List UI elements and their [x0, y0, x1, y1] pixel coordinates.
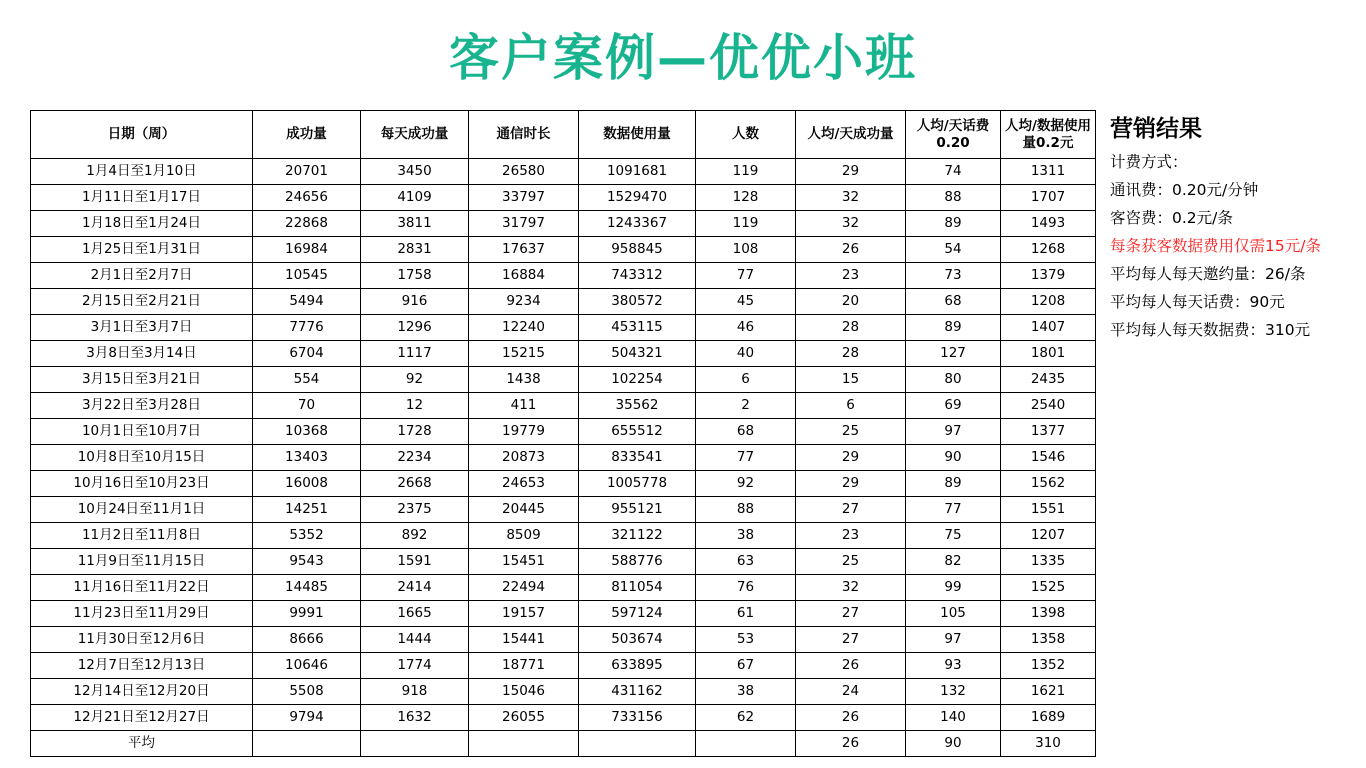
table-cell: 82 [906, 549, 1001, 575]
table-cell: 6 [696, 367, 796, 393]
table-header-row [31, 111, 1096, 159]
table-cell: 89 [906, 211, 1001, 237]
table-cell: 22494 [469, 575, 579, 601]
table-cell: 10368 [253, 419, 361, 445]
table-cell: 15441 [469, 627, 579, 653]
row-label: 3月1日至3月7日 [31, 315, 253, 341]
table-cell: 2234 [361, 445, 469, 471]
table-cell: 1438 [469, 367, 579, 393]
table-cell: 5508 [253, 679, 361, 705]
table-cell: 7776 [253, 315, 361, 341]
table-cell: 119 [696, 159, 796, 185]
table-row [31, 289, 1096, 315]
table-row [31, 211, 1096, 237]
table-cell: 26 [796, 705, 906, 731]
table-cell: 431162 [579, 679, 696, 705]
table-row [31, 445, 1096, 471]
table-cell: 32 [796, 575, 906, 601]
table-cell: 6 [796, 393, 906, 419]
table-cell: 9794 [253, 705, 361, 731]
column-header-8: 人均/数据使用量0.2元 [1001, 111, 1096, 159]
table-cell: 2831 [361, 237, 469, 263]
table-cell: 8509 [469, 523, 579, 549]
table-cell: 90 [906, 445, 1001, 471]
table-cell: 28 [796, 341, 906, 367]
row-label: 10月16日至10月23日 [31, 471, 253, 497]
results-heading: 营销结果 [1110, 116, 1202, 142]
results-line: 每条获客数据费用仅需15元/条 [1110, 237, 1321, 255]
table-cell: 132 [906, 679, 1001, 705]
table-cell: 31797 [469, 211, 579, 237]
table-cell: 93 [906, 653, 1001, 679]
table-cell: 76 [696, 575, 796, 601]
table-cell: 633895 [579, 653, 696, 679]
table-row [31, 731, 1096, 757]
table-cell: 77 [696, 263, 796, 289]
table-cell: 5494 [253, 289, 361, 315]
table-cell: 916 [361, 289, 469, 315]
table-cell: 655512 [579, 419, 696, 445]
table-cell: 68 [696, 419, 796, 445]
table-cell: 24653 [469, 471, 579, 497]
results-line: 平均每人每天话费：90元 [1110, 293, 1285, 311]
table-cell: 3811 [361, 211, 469, 237]
row-label: 11月23日至11月29日 [31, 601, 253, 627]
table-cell: 29 [796, 471, 906, 497]
table-cell: 1091681 [579, 159, 696, 185]
row-label: 1月11日至1月17日 [31, 185, 253, 211]
table-cell: 32 [796, 185, 906, 211]
table-cell: 89 [906, 471, 1001, 497]
table-cell: 1005778 [579, 471, 696, 497]
row-label: 12月21日至12月27日 [31, 705, 253, 731]
table-cell: 35562 [579, 393, 696, 419]
results-line: 平均每人每天数据费：310元 [1110, 321, 1311, 339]
table-cell: 68 [906, 289, 1001, 315]
table-cell: 74 [906, 159, 1001, 185]
table-cell: 10646 [253, 653, 361, 679]
table-cell: 811054 [579, 575, 696, 601]
column-header-7: 人均/天话费0.20 [906, 111, 1001, 159]
table-cell: 1774 [361, 653, 469, 679]
table-cell: 108 [696, 237, 796, 263]
table-cell [469, 731, 579, 757]
table-cell: 1525 [1001, 575, 1096, 601]
table-row [31, 419, 1096, 445]
table-row [31, 263, 1096, 289]
table-cell: 16884 [469, 263, 579, 289]
table-row [31, 523, 1096, 549]
table-cell: 19157 [469, 601, 579, 627]
table-cell: 1665 [361, 601, 469, 627]
table-row [31, 159, 1096, 185]
table-cell: 1689 [1001, 705, 1096, 731]
table-cell: 2 [696, 393, 796, 419]
table-cell: 10545 [253, 263, 361, 289]
column-header-1: 成功量 [253, 111, 361, 159]
table-cell: 33797 [469, 185, 579, 211]
table-cell: 4109 [361, 185, 469, 211]
table-cell: 102254 [579, 367, 696, 393]
table-row [31, 497, 1096, 523]
table-row [31, 185, 1096, 211]
table-row [31, 705, 1096, 731]
table-cell: 16984 [253, 237, 361, 263]
table-cell: 1551 [1001, 497, 1096, 523]
table-cell: 1352 [1001, 653, 1096, 679]
table-cell: 23 [796, 523, 906, 549]
table-cell: 1493 [1001, 211, 1096, 237]
table-cell: 140 [906, 705, 1001, 731]
table-cell: 2540 [1001, 393, 1096, 419]
table-cell: 20445 [469, 497, 579, 523]
results-lines [1110, 151, 1360, 341]
table-cell: 90 [906, 731, 1001, 757]
table-cell: 26 [796, 653, 906, 679]
row-label: 2月1日至2月7日 [31, 263, 253, 289]
table-cell: 25 [796, 419, 906, 445]
table-cell: 80 [906, 367, 1001, 393]
table-cell: 1335 [1001, 549, 1096, 575]
table-row [31, 315, 1096, 341]
table-cell: 24 [796, 679, 906, 705]
row-label: 10月1日至10月7日 [31, 419, 253, 445]
results-line: 通讯费：0.20元/分钟 [1110, 181, 1259, 199]
table-cell: 40 [696, 341, 796, 367]
row-label: 3月22日至3月28日 [31, 393, 253, 419]
row-label: 1月4日至1月10日 [31, 159, 253, 185]
table-cell: 24656 [253, 185, 361, 211]
table-cell: 1728 [361, 419, 469, 445]
table-row [31, 627, 1096, 653]
table-cell: 67 [696, 653, 796, 679]
table-cell: 1207 [1001, 523, 1096, 549]
table-cell: 2668 [361, 471, 469, 497]
table-cell: 1444 [361, 627, 469, 653]
table-cell: 69 [906, 393, 1001, 419]
table-cell: 1529470 [579, 185, 696, 211]
table-cell: 25 [796, 549, 906, 575]
table-cell: 380572 [579, 289, 696, 315]
table-cell: 15 [796, 367, 906, 393]
table-cell: 15046 [469, 679, 579, 705]
table-cell: 127 [906, 341, 1001, 367]
table-cell: 833541 [579, 445, 696, 471]
row-label: 12月7日至12月13日 [31, 653, 253, 679]
row-label: 11月2日至11月8日 [31, 523, 253, 549]
table-cell [579, 731, 696, 757]
table-cell: 20701 [253, 159, 361, 185]
column-header-4: 数据使用量 [579, 111, 696, 159]
page-title: 客户案例—优优小班 [449, 29, 917, 87]
table-row [31, 679, 1096, 705]
table-cell: 955121 [579, 497, 696, 523]
table-row [31, 237, 1096, 263]
table-cell: 16008 [253, 471, 361, 497]
table-cell: 1621 [1001, 679, 1096, 705]
table-row [31, 367, 1096, 393]
table-cell: 1358 [1001, 627, 1096, 653]
table-row [31, 601, 1096, 627]
table-cell: 62 [696, 705, 796, 731]
results-line: 平均每人每天邀约量：26/条 [1110, 265, 1306, 283]
table-cell: 89 [906, 315, 1001, 341]
table-cell: 105 [906, 601, 1001, 627]
table-cell: 892 [361, 523, 469, 549]
table-cell: 2414 [361, 575, 469, 601]
results-line: 客咨费：0.2元/条 [1110, 209, 1233, 227]
row-label: 1月25日至1月31日 [31, 237, 253, 263]
table-cell: 38 [696, 523, 796, 549]
table-cell: 554 [253, 367, 361, 393]
table-cell: 453115 [579, 315, 696, 341]
row-label: 2月15日至2月21日 [31, 289, 253, 315]
column-header-5: 人数 [696, 111, 796, 159]
table-cell: 411 [469, 393, 579, 419]
row-label: 11月16日至11月22日 [31, 575, 253, 601]
table-cell: 26 [796, 731, 906, 757]
table-cell: 29 [796, 159, 906, 185]
table-cell: 6704 [253, 341, 361, 367]
table-cell: 8666 [253, 627, 361, 653]
table-cell: 13403 [253, 445, 361, 471]
table-cell: 12 [361, 393, 469, 419]
table-cell: 918 [361, 679, 469, 705]
table-cell: 15215 [469, 341, 579, 367]
table-cell: 503674 [579, 627, 696, 653]
table-cell: 504321 [579, 341, 696, 367]
marketing-data-table [30, 110, 1096, 757]
column-header-6: 人均/天成功量 [796, 111, 906, 159]
row-label: 11月30日至12月6日 [31, 627, 253, 653]
row-label: 10月8日至10月15日 [31, 445, 253, 471]
table-cell: 38 [696, 679, 796, 705]
table-cell: 1379 [1001, 263, 1096, 289]
table-cell: 27 [796, 601, 906, 627]
table-row [31, 653, 1096, 679]
table-cell: 743312 [579, 263, 696, 289]
table-cell: 77 [696, 445, 796, 471]
table-cell: 9991 [253, 601, 361, 627]
table-cell: 2375 [361, 497, 469, 523]
table-cell: 588776 [579, 549, 696, 575]
table-cell: 70 [253, 393, 361, 419]
table-row [31, 575, 1096, 601]
column-header-0: 日期（周） [31, 111, 253, 159]
table-cell: 958845 [579, 237, 696, 263]
row-label: 3月8日至3月14日 [31, 341, 253, 367]
table-cell: 9543 [253, 549, 361, 575]
table-cell: 88 [906, 185, 1001, 211]
table-cell: 1591 [361, 549, 469, 575]
table-cell: 20 [796, 289, 906, 315]
table-cell: 1407 [1001, 315, 1096, 341]
table-cell: 2435 [1001, 367, 1096, 393]
table-cell: 17637 [469, 237, 579, 263]
table-cell: 733156 [579, 705, 696, 731]
table-cell: 27 [796, 497, 906, 523]
results-panel [1110, 110, 1360, 347]
table-cell: 1377 [1001, 419, 1096, 445]
table-row [31, 393, 1096, 419]
row-label: 11月9日至11月15日 [31, 549, 253, 575]
table-cell: 28 [796, 315, 906, 341]
table-row [31, 341, 1096, 367]
table-cell: 9234 [469, 289, 579, 315]
table-cell: 1296 [361, 315, 469, 341]
table-cell: 597124 [579, 601, 696, 627]
table-cell [696, 731, 796, 757]
table-cell: 20873 [469, 445, 579, 471]
table-cell [361, 731, 469, 757]
table-cell: 22868 [253, 211, 361, 237]
table-cell: 1311 [1001, 159, 1096, 185]
table-cell: 128 [696, 185, 796, 211]
table-cell: 1707 [1001, 185, 1096, 211]
data-table-container [30, 110, 1095, 757]
table-cell: 1117 [361, 341, 469, 367]
table-cell: 321122 [579, 523, 696, 549]
table-cell: 23 [796, 263, 906, 289]
row-label: 10月24日至11月1日 [31, 497, 253, 523]
table-cell: 88 [696, 497, 796, 523]
table-cell: 5352 [253, 523, 361, 549]
table-cell: 45 [696, 289, 796, 315]
table-cell: 310 [1001, 731, 1096, 757]
table-row [31, 549, 1096, 575]
table-cell: 1801 [1001, 341, 1096, 367]
column-header-3: 通信时长 [469, 111, 579, 159]
row-label: 平均 [31, 731, 253, 757]
table-cell: 63 [696, 549, 796, 575]
table-cell: 92 [361, 367, 469, 393]
table-cell: 1632 [361, 705, 469, 731]
table-cell: 75 [906, 523, 1001, 549]
table-cell: 15451 [469, 549, 579, 575]
table-cell: 97 [906, 627, 1001, 653]
table-cell: 14251 [253, 497, 361, 523]
table-cell: 92 [696, 471, 796, 497]
table-cell: 1208 [1001, 289, 1096, 315]
table-cell: 14485 [253, 575, 361, 601]
table-cell: 46 [696, 315, 796, 341]
table-cell: 1398 [1001, 601, 1096, 627]
table-row [31, 471, 1096, 497]
column-header-2: 每天成功量 [361, 111, 469, 159]
table-cell: 1243367 [579, 211, 696, 237]
table-cell: 1758 [361, 263, 469, 289]
table-cell: 26055 [469, 705, 579, 731]
table-cell: 32 [796, 211, 906, 237]
row-label: 3月15日至3月21日 [31, 367, 253, 393]
table-cell: 1546 [1001, 445, 1096, 471]
table-cell: 3450 [361, 159, 469, 185]
table-cell: 77 [906, 497, 1001, 523]
table-cell [253, 731, 361, 757]
table-header [31, 111, 1096, 159]
table-cell: 29 [796, 445, 906, 471]
row-label: 1月18日至1月24日 [31, 211, 253, 237]
table-cell: 26 [796, 237, 906, 263]
table-cell: 1268 [1001, 237, 1096, 263]
table-cell: 27 [796, 627, 906, 653]
row-label: 12月14日至12月20日 [31, 679, 253, 705]
table-cell: 61 [696, 601, 796, 627]
table-cell: 26580 [469, 159, 579, 185]
table-body [31, 159, 1096, 757]
table-cell: 73 [906, 263, 1001, 289]
table-cell: 53 [696, 627, 796, 653]
table-cell: 119 [696, 211, 796, 237]
table-cell: 18771 [469, 653, 579, 679]
table-cell: 19779 [469, 419, 579, 445]
results-line: 计费方式： [1110, 153, 1188, 171]
table-cell: 97 [906, 419, 1001, 445]
table-cell: 12240 [469, 315, 579, 341]
table-cell: 99 [906, 575, 1001, 601]
table-cell: 1562 [1001, 471, 1096, 497]
table-cell: 54 [906, 237, 1001, 263]
